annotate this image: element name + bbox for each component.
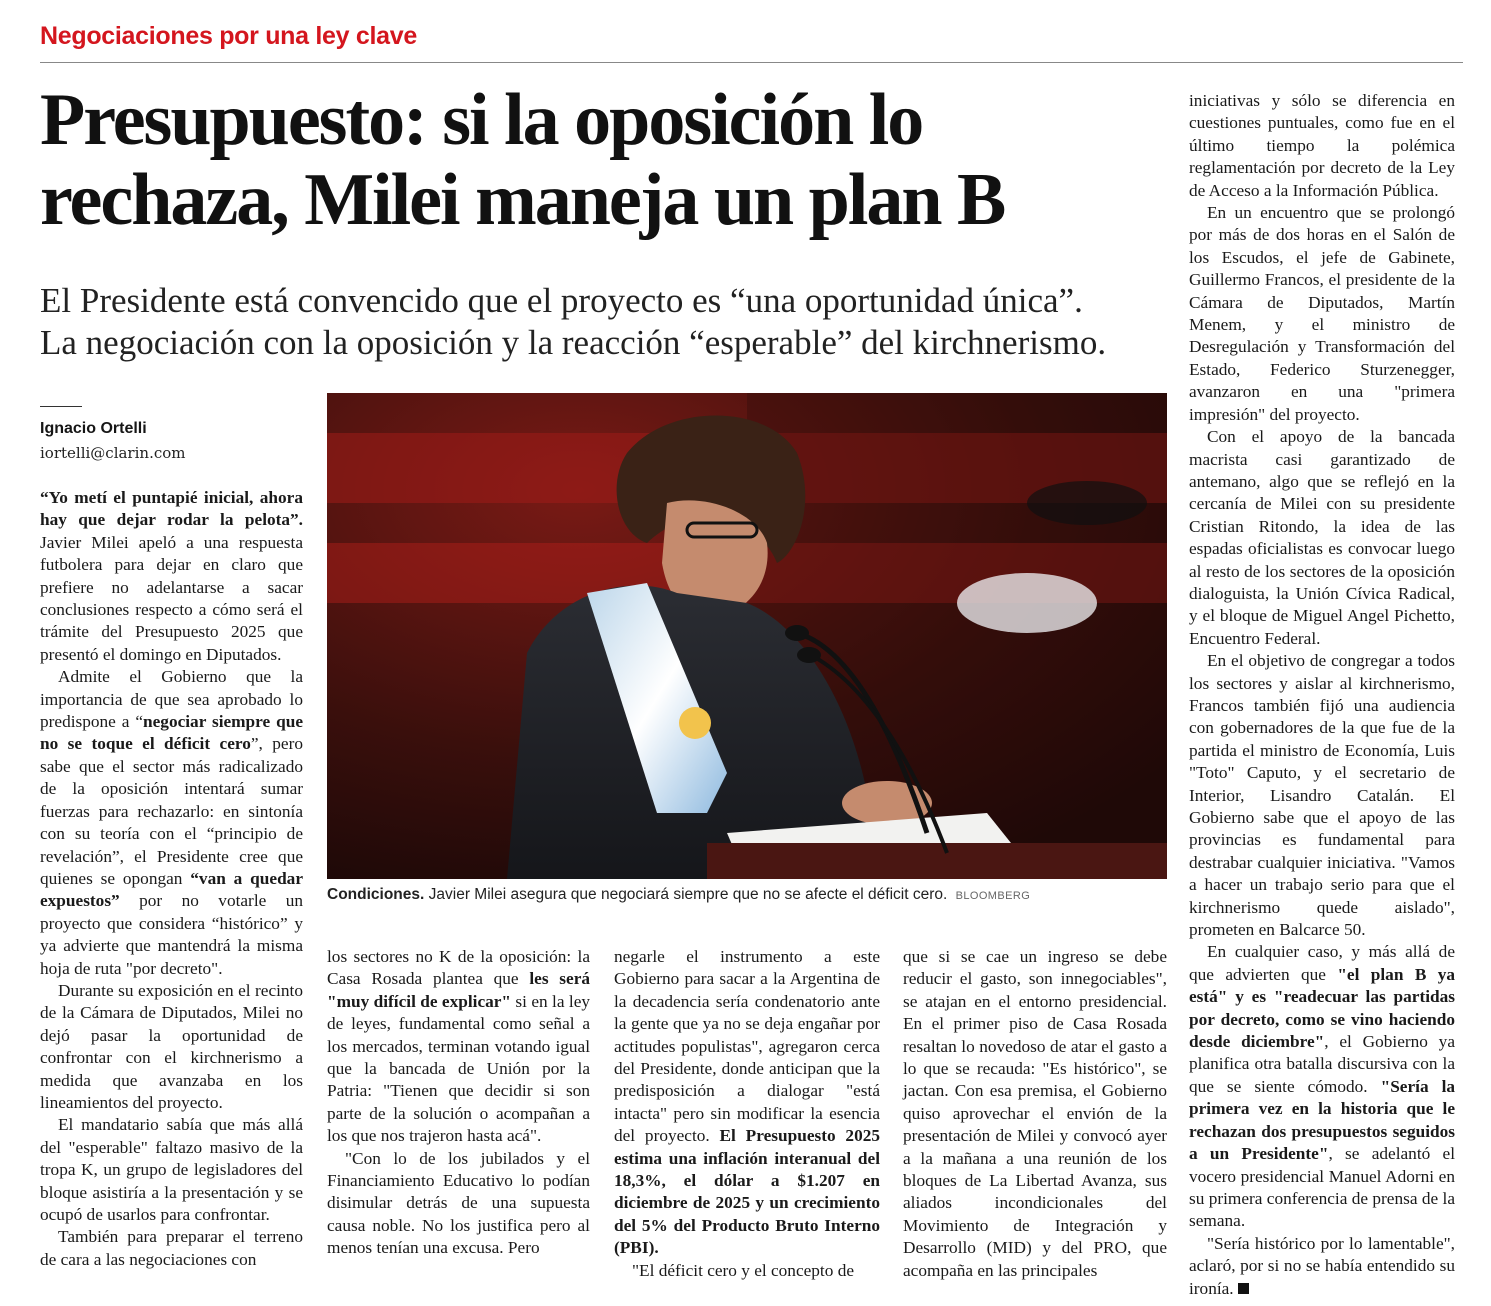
deck-line-1: El Presidente está convencido que el proyecto es “una oportunidad única”. — [40, 281, 1083, 320]
paragraph: "Sería histórico por lo lamentable", aclaró, por si no se había entendido su ironía. — [1189, 1233, 1455, 1298]
headline — [40, 80, 1170, 240]
end-of-article-mark — [1238, 1283, 1249, 1294]
paragraph: Admite el Gobierno que la importancia de que sea aprobado lo predispone a “negociar siempre que no se toque el déficit cero”, pero sabe que el sector más radicalizado de la oposición intentará sumar fuerzas para rechazarlo: en sintonía con su teoría con el “principio de revelación”, el Presidente cree que quienes se opongan “van a quedar expuestos” por no votarle un proyecto que considera “histórico” y ya advierte que mantendrá la misma hoja de ruta "por decreto". — [40, 667, 304, 978]
photo-credit: BLOOMBERG — [955, 890, 1031, 902]
top-rule — [40, 62, 1463, 63]
headline-line-2: rechaza, Milei maneja un plan B — [40, 159, 1005, 241]
article-photo — [327, 393, 1167, 879]
paragraph: los sectores no K de la oposición: la Casa Rosada plantea que les será "muy difícil de explicar" si en la ley de leyes, fundamental como señal a los mercados, terminan votando igual que la bancada de Unión por la Patria: "Tienen que decidir si son parte de la solución o acompañan a los que nos trajeron hasta acá". — [327, 947, 591, 1146]
deck-subtitle — [40, 280, 1170, 364]
deck-line-2: La negociación con la oposición y la reacción “esperable” del kirchnerismo. — [40, 323, 1107, 362]
paragraph: En cualquier caso, y más allá de que advierten que "el plan B ya está" y es "readecuar las partidas por decreto, como se vino haciendo desde diciembre", el Gobierno ya planifica otra batalla discursiva con la que se siente cómodo. "Sería la primera vez en la historia que le rechazan dos presupuestos seguidos a un Presidente", se adelantó el vocero presidencial Manuel Adorni en su primera conferencia de prensa de la semana. — [1189, 942, 1456, 1231]
caption-text: Javier Milei asegura que negociará siempre que no se afecte el déficit cero. — [428, 886, 948, 903]
column-1 — [40, 487, 303, 1271]
paragraph: que si se cae un ingreso se debe reducir el gasto, son innegociables", se atajan en el entorno presidencial. En el primer piso de Casa Rosada resaltan lo novedoso de atar el gasto a lo que se recauda: "Es histórico", se jactan. Con esa premisa, el Gobierno quiso aprovechar el envión de la presentación de Milei y convocó ayer a la mañana a una reunión de los bloques de La Libertad Avanza, sus aliados incondicionales del Movimiento de Integración y Desarrollo (MID) y del PRO, que acompaña en las principales — [903, 947, 1167, 1280]
column-3 — [614, 946, 880, 1282]
milei-at-podium-image — [327, 393, 1167, 879]
paragraph: “Yo metí el puntapié inicial, ahora hay que dejar rodar la pelota”. Javier Milei apeló a una respuesta futbolera para dejar en claro que prefiere no adelantarse a sacar conclusiones respecto a cómo será el trámite del Presupuesto 2025 que presentó el domingo en Diputados. — [40, 488, 303, 664]
column-5 — [1189, 90, 1455, 1300]
paragraph: negarle el instrumento a este Gobierno para sacar a la Argentina de la decadencia sería condenatorio ante la gente que ya no se deja engañar por actitudes populistas", agregaron cerca del Presidente, donde anticipan que la predisposición a dialogar "está intacta" pero sin modificar la esencia del proyecto. El Presupuesto 2025 estima una inflación interanual del 18,3%, el dólar a $1.207 en diciembre de 2025 y un crecimiento del 5% del Producto Bruto Interno (PBI). — [614, 947, 880, 1258]
paragraph: Durante su exposición en el recinto de la Cámara de Diputados, Milei no dejó pasar la oportunidad de confrontar con el kirchnerismo a medida que avanzaba en los lineamientos del proyecto. — [40, 980, 303, 1112]
paragraph: iniciativas y sólo se diferencia en cuestiones puntuales, como fue en el último tiempo la polémica reglamentación por decreto de la Ley de Acceso a la Información Pública. — [1189, 91, 1455, 200]
column-2 — [327, 946, 590, 1260]
paragraph: Con el apoyo de la bancada macrista casi garantizado de antemano, algo que se reflejó en la cercanía de Milei con su presidente Cristian Ritondo, la idea de las espadas oficialistas es convocar luego al resto de los sectores de la oposición dialoguista, la Unión Cívica Radical, y el bloque de Miguel Angel Pichetto, Encuentro Federal. — [1189, 427, 1455, 648]
byline-rule — [40, 406, 82, 407]
paragraph: "Con lo de los jubilados y el Financiamiento Educativo lo podían disimular detrás de una supuesta causa noble. No los justifica pero al menos tenían una excusa. Pero — [327, 1148, 590, 1258]
paragraph: "El déficit cero y el concepto de — [632, 1260, 855, 1280]
paragraph: También para preparar el terreno de cara a las negociaciones con — [40, 1227, 303, 1269]
section-kicker: Negociaciones por una ley clave — [40, 22, 417, 50]
paragraph: El mandatario sabía que más allá del "esperable" faltazo masivo de la tropa K, un grupo de legisladores del bloque asistiría a la presentación y se ocupó de usarlos para confrontar. — [40, 1115, 303, 1224]
author-email[interactable]: iortelli@clarin.com — [40, 444, 186, 462]
author-name: Ignacio Ortelli — [40, 420, 147, 437]
headline-line-1: Presupuesto: si la oposición lo — [40, 79, 923, 161]
photo-caption — [327, 886, 1167, 904]
paragraph: En el objetivo de congregar a todos los sectores y aislar al kirchnerismo, Francos también fijó una audiencia con gobernadores de la que fue de la partida el ministro de Economía, Luis "Toto" Caputo, y el secretario de Interior, Lisandro Catalán. El Gobierno sabe que el apoyo de las provincias es fundamental para destrabar cualquier iniciativa. "Vamos a hacer un trabajo serio para que el kirchnerismo quede aislado", prometen en Balcarce 50. — [1189, 651, 1455, 940]
column-4 — [903, 946, 1167, 1282]
caption-label: Condiciones. — [327, 886, 425, 903]
paragraph: En un encuentro que se prolongó por más de dos horas en el Salón de los Escudos, el jefe de Gabinete, Guillermo Francos, el presidente de la Cámara de Diputados, Martín Menem, y el ministro de Desregulación y Transformación del Estado, Federico Sturzenegger, avanzaron en una "primera impresión" del proyecto. — [1189, 203, 1455, 424]
